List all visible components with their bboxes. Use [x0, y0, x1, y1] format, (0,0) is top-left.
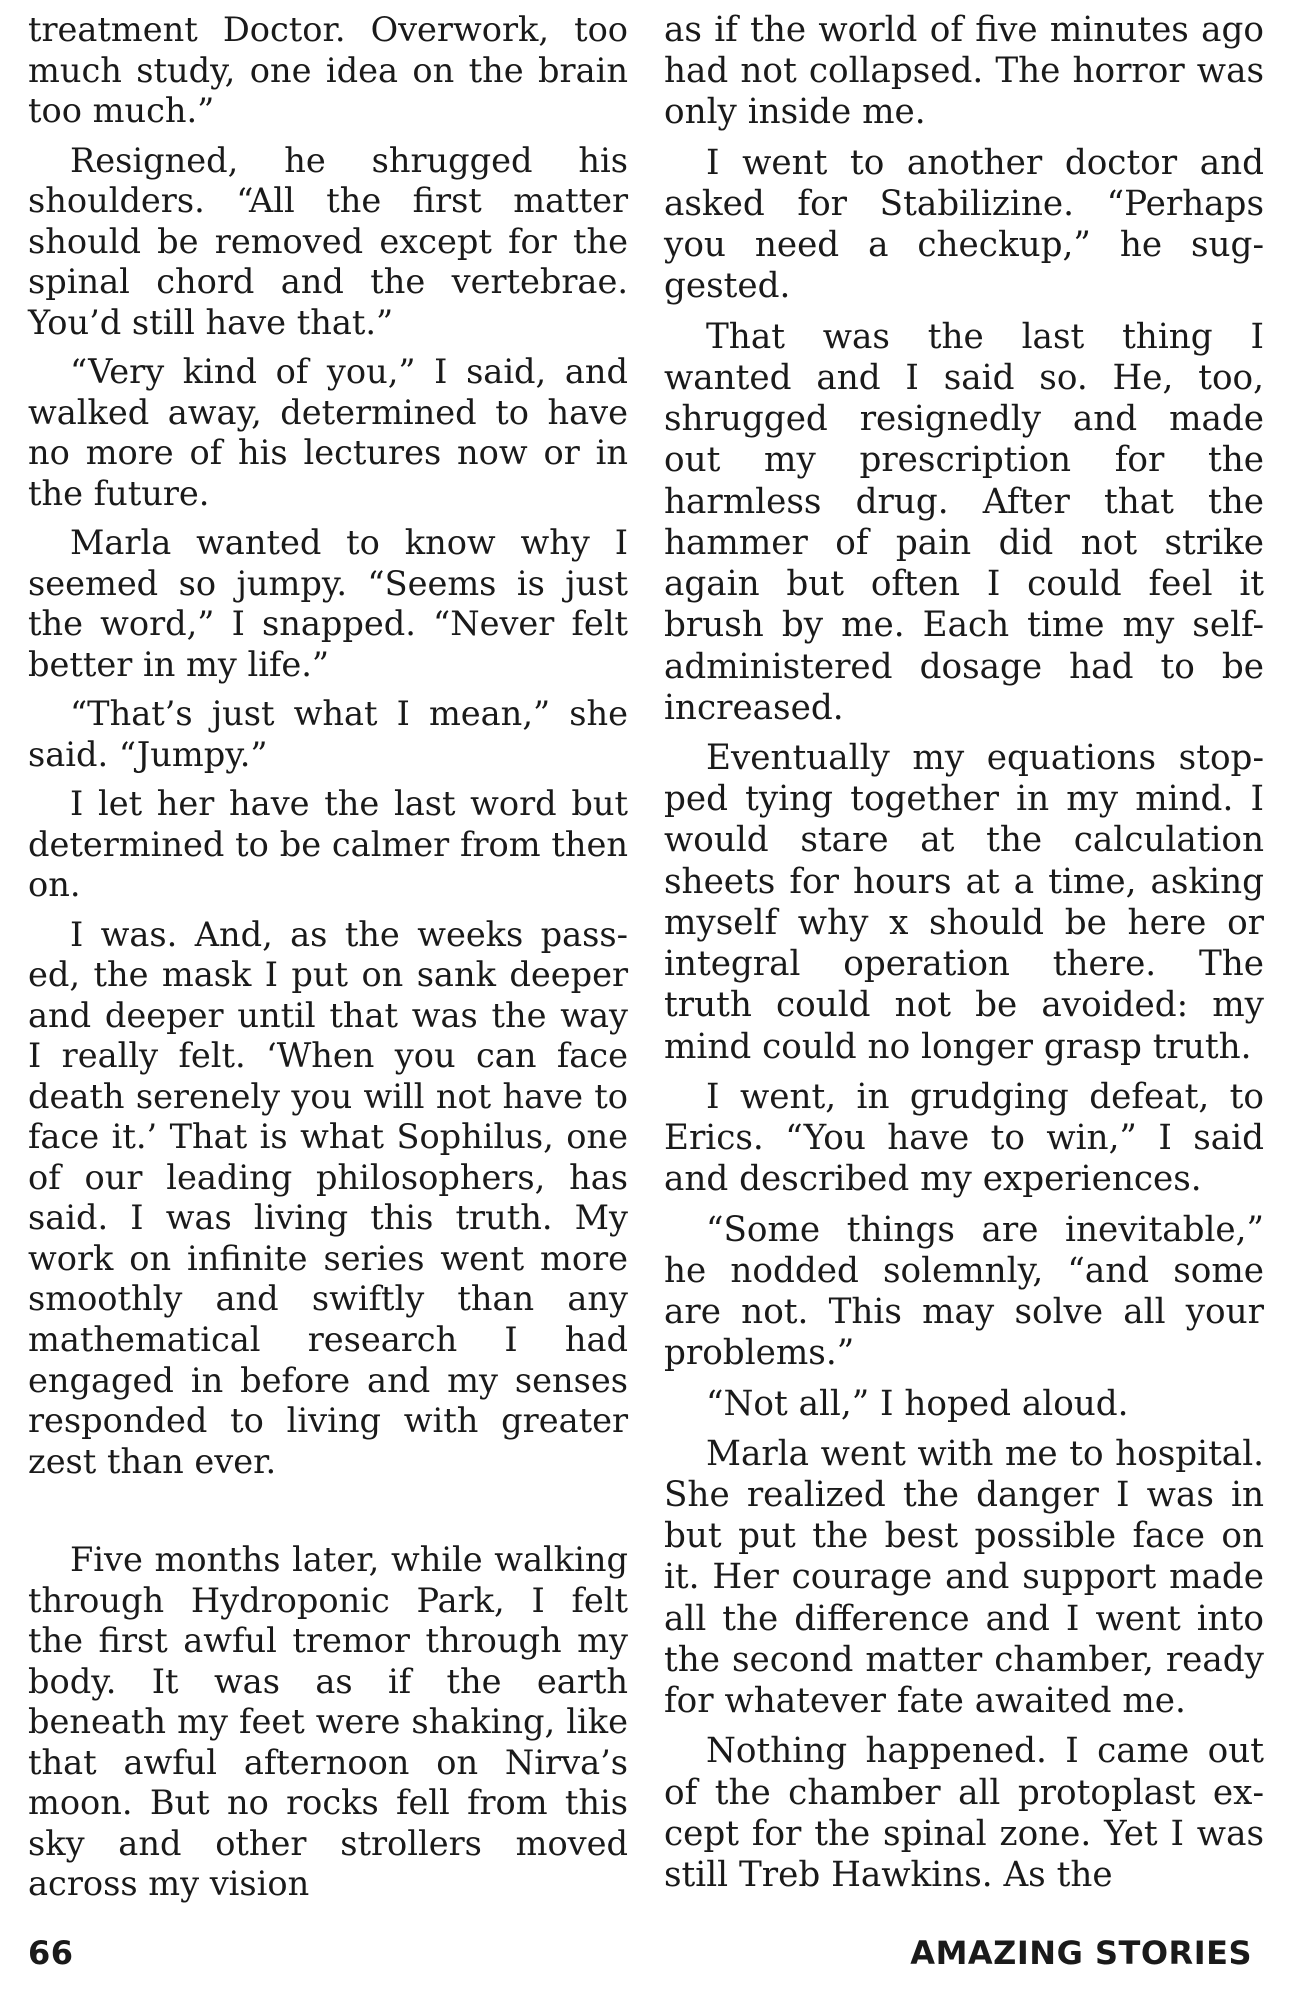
paragraph: Resigned, he shrugged his shoulders. “All the first matter should be removed except for the spinal chord and the vertebrae. You’d still have that.” [28, 140, 628, 342]
paragraph: Marla went with me to hospital. She realized the danger I was in but put the best possible face on it. Her courage and support made all the difference and I went into the second matter chamber, ready for whatever fate awaited me. [664, 1433, 1264, 1722]
paragraph: I went to another doctor and asked for Stabilizine. “Perhaps you need a checkup,” he suggested. [664, 142, 1264, 307]
paragraph: Eventually my equations stopped tying together in my mind. I would stare at the calculation sheets for hours at a time, asking myself why x should be here or integral operation there. The truth could not be avoided: my mind could no longer grasp truth. [664, 737, 1264, 1067]
right-text-column [664, 10, 1264, 1905]
paragraph: treatment Doctor. Overwork, too much study, one idea on the brain too much.” [28, 10, 628, 131]
paragraph: “Not all,” I hoped aloud. [706, 1383, 1129, 1424]
paragraph: “Some things are inevitable,” he nodded solemnly, “and some are not. This may solve all your problems.” [664, 1209, 1264, 1374]
paragraph: I was. And, as the weeks passed, the mask I put on sank deeper and deeper until that was the way I really felt. ‘When you can face death serenely you will not have to face it.’ That is what Sophilus, one of our leading philosophers, has said. I was living this truth. My work on infinite series went more smoothly and swiftly than any mathematical research I had engaged in before and my senses responded to living with greater zest than ever. [28, 914, 628, 1481]
paragraph: I let her have the last word but determined to be calmer from then on. [28, 784, 628, 905]
page-number: 66 [28, 1934, 74, 1972]
running-title: AMAZING STORIES [910, 1934, 1252, 1972]
paragraph: Nothing happened. I came out of the chamber all protoplast except for the spinal zone. Yet I was still Treb Hawkins. As the [664, 1731, 1264, 1896]
paragraph: Marla wanted to know why I seemed so jumpy. “Seems is just the word,” I snapped. “Never felt better in my life.” [28, 523, 628, 684]
paragraph: I went, in grudging defeat, to Erics. “You have to win,” I said and described my experiences. [664, 1076, 1264, 1200]
paragraph: “That’s just what I mean,” she said. “Jumpy.” [28, 694, 628, 774]
paragraph: as if the world of five minutes ago had not collapsed. The horror was only inside me. [664, 10, 1264, 133]
left-text-column [28, 10, 628, 1914]
paragraph: Five months later, while walking through Hydroponic Park, I felt the first awful tremor through my body. It was as if the earth beneath my feet were shaking, like that awful afternoon on Nirva’s moon. But no rocks fell from this sky and other strollers moved across my vision [28, 1540, 628, 1904]
paragraph: That was the last thing I wanted and I said so. He, too, shrugged resignedly and made out my prescription for the harmless drug. After that the hammer of pain did not strike again but often I could feel it brush by me. Each time my self-administered dosage had to be increased. [664, 316, 1264, 728]
paragraph: “Very kind of you,” I said, and walked away, determined to have no more of his lectures now or in the future. [28, 352, 628, 513]
